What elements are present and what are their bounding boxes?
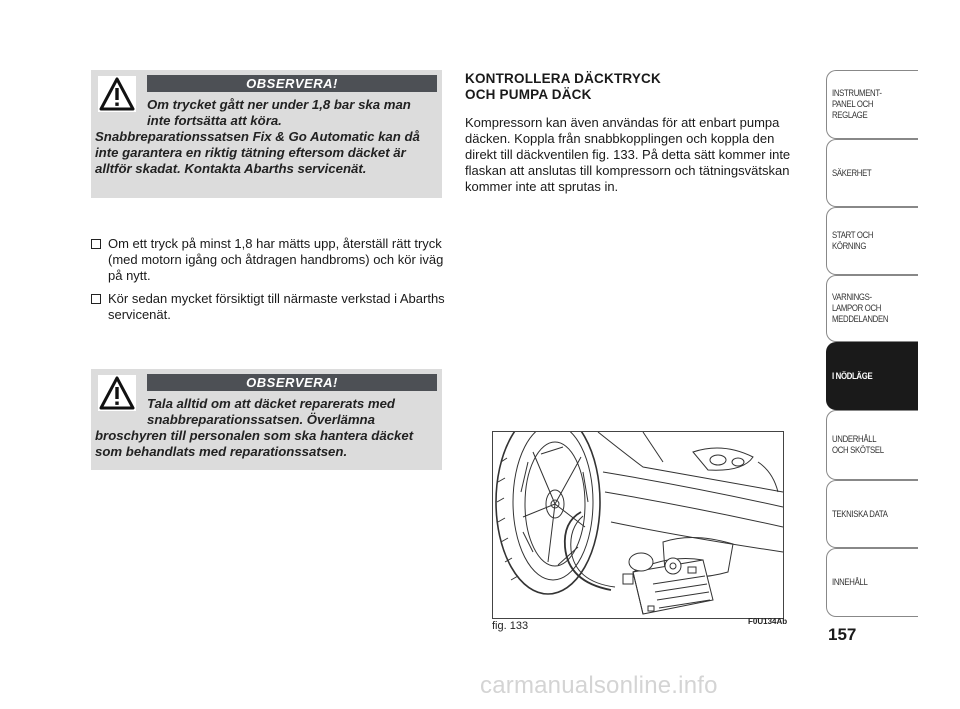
figure-compressor-illustration [492, 431, 784, 619]
section-body: Kompressorn kan även användas för att enbart pumpa däcken. Koppla från snabbkopplingen och koppla den direkt till däckventilen fig. 133. På detta sätt kommer inte flaskan att anslutas till kompressorn och tätningsvätskan kommer inte att sprutas in. [465, 115, 791, 194]
figure-caption: fig. 133 [492, 620, 529, 632]
checkbox-bullet-icon [91, 294, 101, 304]
section-title [465, 71, 785, 103]
section-title-line-2: OCH PUMPA DÄCK [465, 87, 592, 102]
watermark: carmanualsonline.info [480, 672, 718, 699]
list-item-text: Kör sedan mycket försiktigt till närmaste verkstad i Abarths servicenät. [108, 291, 445, 322]
tab-label: UNDERHÅLL OCH SKÖTSEL [832, 434, 884, 456]
note-header: OBSERVERA! [147, 374, 437, 391]
list-item [90, 236, 445, 284]
note-text: Tala alltid om att däcket reparerats med snabbreparationssatsen. Överlämna broschyren till personalen som ska hantera däcket som behandlats med reparationssatsen. [95, 396, 414, 459]
list-item [90, 291, 445, 323]
section-title-line-1: KONTROLLERA DÄCKTRYCK [465, 71, 661, 86]
tab-sakerhet[interactable] [826, 139, 918, 207]
tab-label: SÄKERHET [832, 167, 872, 179]
tab-start-och-korning[interactable] [826, 207, 918, 275]
tab-varningslampor[interactable] [826, 275, 918, 342]
figure-code: F0U134Ab [748, 617, 788, 626]
note-header: OBSERVERA! [147, 75, 437, 92]
tab-instrumentpanel[interactable] [826, 70, 918, 139]
tab-label: START OCH KÖRNING [832, 230, 874, 252]
tab-i-nodlage[interactable] [826, 342, 918, 410]
tab-label: INSTRUMENT- PANEL OCH REGLAGE [832, 88, 882, 121]
page-number: 157 [828, 625, 857, 644]
bullet-list [90, 236, 445, 330]
tab-label: INNEHÅLL [832, 577, 868, 588]
tab-innehall[interactable] [826, 548, 918, 617]
tab-label: VARNINGS- LAMPOR OCH MEDDELANDEN [832, 292, 889, 325]
tab-underhall[interactable] [826, 410, 918, 480]
note-text: Om trycket gått ner under 1,8 bar ska man inte fortsätta att köra. Snabbreparationssatsen Fix & Go Automatic kan då inte garantera en riktig tätning eftersom däcket är alltför skadat. Kontakta Abarths servicenät. [95, 97, 420, 176]
list-item-text: Om ett tryck på minst 1,8 har mätts upp, återställ rätt tryck (med motorn igång och åtdragen handbroms) och kör iväg på nytt. [108, 236, 444, 283]
tab-label: I NÖDLÄGE [832, 370, 873, 382]
tab-tekniska-data[interactable] [826, 480, 918, 548]
tab-label: TEKNISKA DATA [832, 508, 888, 520]
checkbox-bullet-icon [91, 239, 101, 249]
warning-note-1 [91, 70, 442, 198]
warning-note-2 [91, 369, 442, 470]
